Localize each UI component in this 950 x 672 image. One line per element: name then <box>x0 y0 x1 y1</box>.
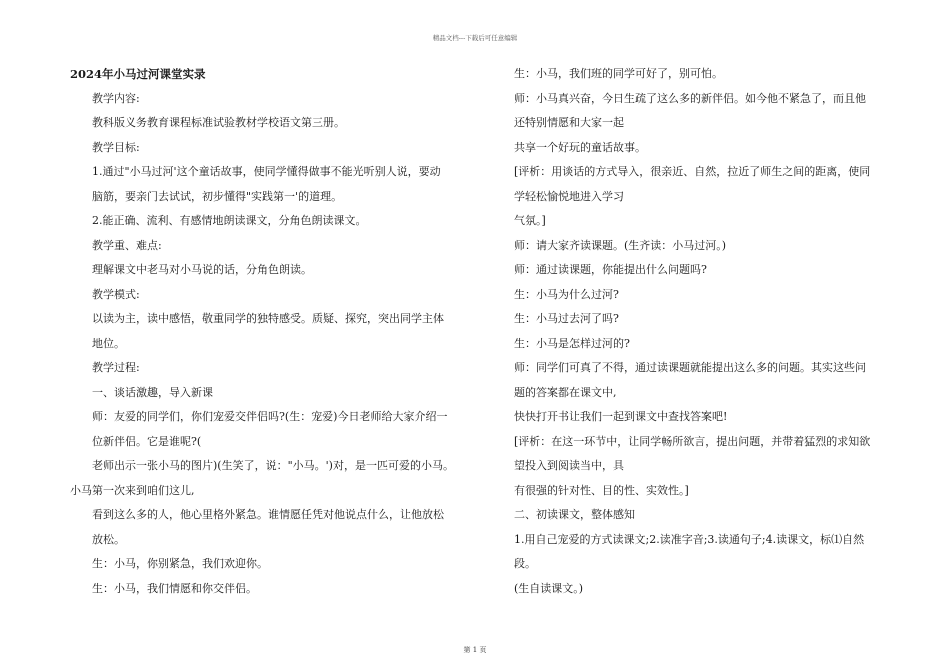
text-line: 看到这么多的人，他心里格外紧急。谁情愿任凭对他说点什么，让他放松 <box>92 508 444 521</box>
text-line: 小马第一次来到咱们这儿, <box>70 483 195 497</box>
text-line: 还特别情愿和大家一起 <box>514 116 624 129</box>
text-line: 1.通过"小马过河'这个童话故事，使同学懂得做事不能光听别人说，要动 <box>92 165 441 178</box>
text-line: 脑筋，要亲门去试试，初步懂得"实践第一'的道理。 <box>92 189 343 203</box>
left-column <box>70 62 462 601</box>
text-line: 生：小马过去河了吗? <box>514 312 619 325</box>
text-line: 教科版义务教育课程标准试验教材学校语文第三册。 <box>92 116 345 129</box>
text-line: 段。 <box>514 557 536 570</box>
text-line: 一、谈话激趣，导入新课 <box>92 385 213 399</box>
text-line: 教学过程: <box>92 361 140 374</box>
text-line: 共享一个好玩的童话故事。 <box>514 140 646 154</box>
text-line: 放松。 <box>92 532 125 546</box>
text-line: 快快打开书让我们一起到课文中查找答案吧! <box>514 410 728 423</box>
text-line: (生自读课文。) <box>514 581 584 595</box>
text-line: 生：小马，我们班的同学可好了，别可怕。 <box>514 67 723 80</box>
text-line: 有很强的针对性、目的性、实效性。] <box>514 483 689 497</box>
text-line: [评析：用谈话的方式导入，很亲近、自然，拉近了师生之间的距离，使同 <box>514 165 871 178</box>
text-line: 望投入到阅读当中，具 <box>514 459 624 472</box>
text-line: 教学目标: <box>92 140 140 154</box>
right-column <box>492 62 884 601</box>
text-line: 2.能正确、流利、有感情地朗读课文，分角色朗读课文。 <box>92 214 367 227</box>
text-line: 师：友爱的同学们，你们宠爱交伴侣吗?(生：宠爱)今日老师给大家介绍一 <box>92 410 448 423</box>
document-title: 2024年小马过河课堂实录 <box>70 67 206 81</box>
text-line: 以读为主，读中感悟，敬重同学的独特感受。质疑、探究，突出同学主体 <box>92 312 444 325</box>
text-line: 位新伴侣。它是谁呢?( <box>92 434 202 448</box>
text-line: [评析：在这一环节中，让同学畅所欲言，提出问题，并带着猛烈的求知欲 <box>514 434 871 448</box>
text-line: 教学重、难点: <box>92 238 162 252</box>
text-line: 1.用自己宠爱的方式读课文;2.读准字音;3.读通句子;4.读课文，标⑴自然 <box>514 532 865 546</box>
text-line: 老师出示一张小马的图片)(生笑了，说："小马。')对，是一匹可爱的小马。 <box>92 459 454 472</box>
text-line: 二、初读课文，整体感知 <box>514 508 635 521</box>
text-line: 题的答案都在课文中, <box>514 385 617 399</box>
text-line: 教学模式: <box>92 287 140 301</box>
text-line: 师：请大家齐读课题。(生齐读：小马过河。) <box>514 238 727 252</box>
text-line: 理解课文中老马对小马说的话，分角色朗读。 <box>92 263 312 276</box>
text-line: 生：小马，你别紧急，我们欢迎你。 <box>92 557 268 570</box>
text-line: 师：通过读课题，你能提出什么问题吗? <box>514 263 707 276</box>
text-line: 师：小马真兴奋，今日生疏了这么多的新伴侣。如今他不紧急了，而且他 <box>514 91 866 105</box>
page-footer: 第 1 页 <box>463 646 487 654</box>
page-header: 精品文档---下载后可任意编辑 <box>432 34 518 42</box>
text-line: 学轻松愉悦地进入学习 <box>514 189 624 203</box>
text-line: 生：小马，我们情愿和你交伴侣。 <box>92 581 257 595</box>
text-line: 生：小马为什么过河? <box>514 287 619 301</box>
text-line: 教学内容: <box>92 91 140 105</box>
text-line: 师：同学们可真了不得，通过读课题就能提出这么多的问题。其实这些问 <box>514 361 866 374</box>
text-line: 地位。 <box>92 336 125 350</box>
text-line: 生：小马是怎样过河的? <box>514 336 630 350</box>
text-line: 气氛。] <box>514 214 546 227</box>
